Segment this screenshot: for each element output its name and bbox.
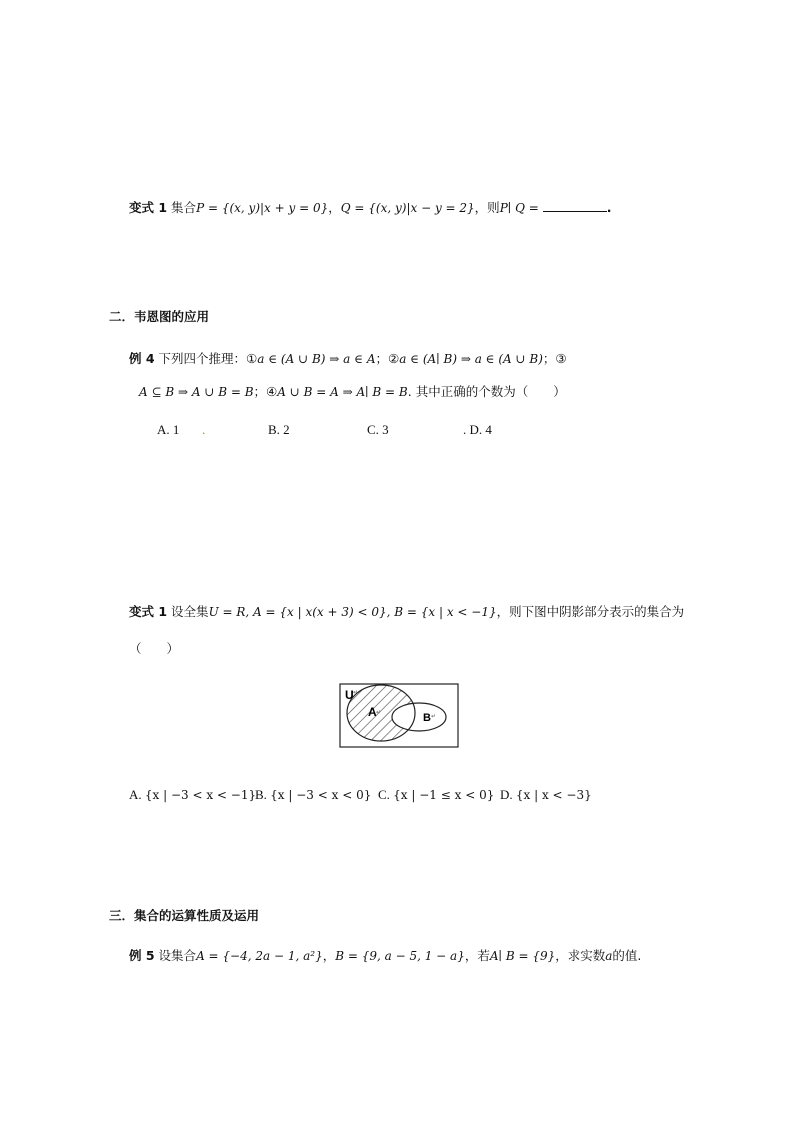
inference-2-formula: a ∈ (A∣ B) ⇒ a ∈ (A ∪ B) (399, 352, 543, 366)
question-text: ；② (375, 351, 400, 366)
question-text: ；④ (253, 384, 278, 399)
venn-diagram (339, 683, 459, 749)
return-mark: ↵ (431, 714, 437, 720)
answer-blank (543, 200, 607, 212)
option-letter: D. (500, 787, 513, 802)
question-text: 下列四个推理：① (158, 351, 258, 366)
label-u: U (345, 688, 354, 702)
option-set: {x | −3 < x < 0} (270, 788, 372, 802)
intersection-formula: P∣ Q = (499, 201, 539, 215)
example-label: 例 4 (129, 351, 155, 366)
variant-label: 变式 1 (129, 604, 168, 619)
question-text: 集合 (171, 200, 197, 215)
section-2-heading: 二．韦恩图的应用 (109, 309, 210, 324)
question-text: ，则 (474, 200, 500, 215)
inference-4-formula: A ∪ B = A ⇒ A∣ B = B (277, 385, 408, 399)
separator: ， (322, 948, 336, 963)
period: . (606, 200, 612, 215)
option-b: B. 2 (268, 422, 290, 437)
option-a: A. 1 (157, 422, 180, 437)
variant1-top-question (129, 200, 612, 216)
option-d (500, 787, 592, 803)
option-set: {x | x < −3} (515, 788, 592, 802)
set-p-formula: P = {(x, y)|x + y = 0} (196, 201, 329, 215)
variant-label: 变式 1 (129, 200, 168, 215)
label-a: A (368, 705, 377, 719)
option-letter: A. (129, 787, 142, 802)
set-b-formula: B = {9, a − 5, 1 − a} (335, 949, 465, 963)
set-b-ellipse (392, 703, 446, 731)
example5-question (129, 948, 641, 964)
label-b: B (423, 712, 431, 724)
option-set: {x | −1 ≤ x < 0} (393, 788, 495, 802)
example4-line2 (139, 384, 566, 400)
question-text: 的值. (612, 948, 642, 963)
variant1-venn-question (129, 604, 684, 620)
option-a (129, 787, 256, 803)
option-c: C. 3 (367, 422, 389, 437)
option-set: {x | −3 < x < −1} (144, 788, 257, 802)
option-letter: B. (255, 787, 267, 802)
answer-paren: （ ） (129, 641, 180, 656)
separator: ， (328, 200, 341, 215)
set-q-formula: Q = {(x, y)|x − y = 2} (340, 201, 475, 215)
option-c (378, 787, 494, 803)
question-text: ，则下图中阴影部分表示的集合为 (496, 604, 685, 619)
section-3-heading: 三．集合的运算性质及运用 (109, 908, 260, 923)
question-text: 设全集 (171, 604, 209, 619)
example-label: 例 5 (129, 948, 155, 963)
set-a-formula: A = {−4, 2a − 1, a²} (196, 949, 323, 963)
example4-line1 (129, 351, 567, 367)
variable-a: a (605, 949, 613, 963)
question-text: . 其中正确的个数为（ ） (407, 384, 566, 399)
option-b (255, 787, 371, 803)
intersection-formula: A∣ B = {9} (489, 949, 556, 963)
inference-1-formula: a ∈ (A ∪ B) ⇒ a ∈ A (257, 352, 376, 366)
question-text: ；③ (542, 351, 567, 366)
stray-dot: . (202, 422, 206, 437)
sets-formula: U = R, A = {x | x(x + 3) < 0}, B = {x | x < −1} (208, 605, 497, 619)
question-text: 设集合 (158, 948, 197, 963)
question-text: ，若 (464, 948, 490, 963)
question-text: ，求实数 (555, 948, 606, 963)
option-d: . D. 4 (463, 422, 492, 437)
return-mark: ↵ (376, 710, 382, 716)
inference-3-formula: A ⊆ B ⇒ A ∪ B = B (139, 385, 254, 399)
return-mark: ↵ (353, 690, 359, 696)
option-letter: C. (378, 787, 390, 802)
